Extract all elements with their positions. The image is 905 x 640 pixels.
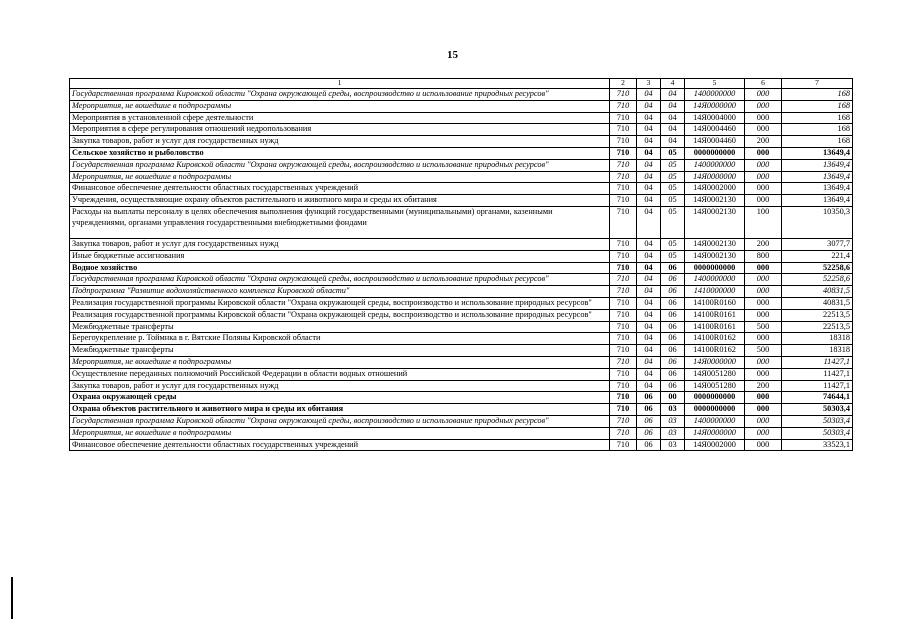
target-article-code: 14Я0002000 (685, 439, 745, 451)
column-header: 2 (610, 79, 637, 89)
dept-code: 710 (610, 171, 637, 183)
section-code: 04 (637, 356, 661, 368)
expense-type-code: 200 (745, 136, 782, 148)
column-header: 5 (685, 79, 745, 89)
target-article-code: 14Я0051280 (685, 380, 745, 392)
section-code: 04 (637, 309, 661, 321)
column-header: 4 (661, 79, 685, 89)
expense-type-code: 000 (745, 368, 782, 380)
subsection-code: 04 (661, 100, 685, 112)
section-code: 04 (637, 262, 661, 274)
subsection-code: 04 (661, 89, 685, 101)
expense-type-code: 000 (745, 159, 782, 171)
amount: 50303,4 (782, 415, 853, 427)
table-row (70, 309, 853, 321)
dept-code: 710 (610, 206, 637, 238)
target-article-code: 1400000000 (685, 274, 745, 286)
amount: 33523,1 (782, 439, 853, 451)
table-row (70, 238, 853, 250)
row-name: Охрана окружающей среды (70, 392, 610, 404)
section-code: 04 (637, 321, 661, 333)
margin-line (11, 577, 13, 619)
expense-type-code: 500 (745, 345, 782, 357)
subsection-code: 04 (661, 136, 685, 148)
amount: 11427,1 (782, 380, 853, 392)
amount: 168 (782, 112, 853, 124)
section-code: 04 (637, 297, 661, 309)
dept-code: 710 (610, 112, 637, 124)
dept-code: 710 (610, 404, 637, 416)
expense-type-code: 000 (745, 286, 782, 298)
row-name: Учреждения, осуществляющие охрану объектов растительного и животного мира и среды их обитания (70, 195, 610, 207)
section-code: 04 (637, 159, 661, 171)
section-code: 04 (637, 368, 661, 380)
target-article-code: 14Я0000000 (685, 171, 745, 183)
section-code: 04 (637, 100, 661, 112)
expense-type-code: 200 (745, 238, 782, 250)
amount: 168 (782, 136, 853, 148)
expense-type-code: 000 (745, 297, 782, 309)
dept-code: 710 (610, 297, 637, 309)
amount: 168 (782, 100, 853, 112)
table-row (70, 274, 853, 286)
table-row (70, 380, 853, 392)
table-row (70, 404, 853, 416)
amount: 74644,1 (782, 392, 853, 404)
target-article-code: 14Я0004460 (685, 136, 745, 148)
table-row (70, 171, 853, 183)
expense-type-code: 000 (745, 147, 782, 159)
amount: 13649,4 (782, 183, 853, 195)
amount: 50303,4 (782, 404, 853, 416)
target-article-code: 14Я0002130 (685, 238, 745, 250)
subsection-code: 06 (661, 333, 685, 345)
section-code: 06 (637, 392, 661, 404)
expense-type-code: 000 (745, 404, 782, 416)
table-row (70, 206, 853, 238)
expense-type-code: 000 (745, 415, 782, 427)
expense-type-code: 000 (745, 124, 782, 136)
section-code: 04 (637, 206, 661, 238)
section-code: 06 (637, 404, 661, 416)
target-article-code: 14Я0002130 (685, 206, 745, 238)
section-code: 04 (637, 274, 661, 286)
expense-type-code: 200 (745, 380, 782, 392)
expense-type-code: 000 (745, 171, 782, 183)
row-name: Берегоукрепление р. Тоймнка в г. Вятские Поляны Кировской области (70, 333, 610, 345)
target-article-code: 14100R0161 (685, 309, 745, 321)
subsection-code: 06 (661, 368, 685, 380)
table-row (70, 356, 853, 368)
row-name: Мероприятия, не вошедшие в подпрограммы (70, 171, 610, 183)
table-row (70, 333, 853, 345)
amount: 11427,1 (782, 356, 853, 368)
expense-type-code: 000 (745, 356, 782, 368)
table-row (70, 136, 853, 148)
row-name: Мероприятия, не вошедшие в подпрограммы (70, 427, 610, 439)
target-article-code: 1410000000 (685, 286, 745, 298)
amount: 52258,6 (782, 274, 853, 286)
row-name: Закупка товаров, работ и услуг для государственных нужд (70, 380, 610, 392)
table-row (70, 124, 853, 136)
column-header: 6 (745, 79, 782, 89)
row-name: Государственная программа Кировской области "Охрана окружающей среды, воспроизводство и использование природных ресурсов" (70, 89, 610, 101)
target-article-code: 14Я0004460 (685, 124, 745, 136)
table-row (70, 297, 853, 309)
table-header (70, 79, 853, 89)
target-article-code: 14100R0161 (685, 321, 745, 333)
expense-type-code: 000 (745, 439, 782, 451)
table-row (70, 195, 853, 207)
subsection-code: 04 (661, 112, 685, 124)
subsection-code: 05 (661, 206, 685, 238)
table-row (70, 286, 853, 298)
expense-type-code: 000 (745, 112, 782, 124)
row-name: Подпрограмма "Развитие водохозяйственного комплекса Кировской области" (70, 286, 610, 298)
target-article-code: 0000000000 (685, 147, 745, 159)
amount: 50303,4 (782, 427, 853, 439)
subsection-code: 05 (661, 195, 685, 207)
table-row (70, 439, 853, 451)
subsection-code: 06 (661, 345, 685, 357)
amount: 221,4 (782, 250, 853, 262)
amount: 22513,5 (782, 321, 853, 333)
target-article-code: 14100R0162 (685, 333, 745, 345)
amount: 13649,4 (782, 159, 853, 171)
dept-code: 710 (610, 309, 637, 321)
expense-type-code: 800 (745, 250, 782, 262)
amount: 11427,1 (782, 368, 853, 380)
table-body (70, 89, 853, 451)
table-row (70, 159, 853, 171)
subsection-code: 03 (661, 404, 685, 416)
expense-type-code: 000 (745, 100, 782, 112)
subsection-code: 06 (661, 286, 685, 298)
table-row (70, 100, 853, 112)
target-article-code: 1400000000 (685, 159, 745, 171)
target-article-code: 14100R0160 (685, 297, 745, 309)
dept-code: 710 (610, 195, 637, 207)
column-number-row (70, 79, 853, 89)
expense-type-code: 000 (745, 195, 782, 207)
target-article-code: 0000000000 (685, 404, 745, 416)
row-name: Охрана объектов растительного и животного мира и среды их обитания (70, 404, 610, 416)
dept-code: 710 (610, 427, 637, 439)
section-code: 04 (637, 250, 661, 262)
expense-type-code: 000 (745, 392, 782, 404)
dept-code: 710 (610, 136, 637, 148)
section-code: 04 (637, 380, 661, 392)
target-article-code: 0000000000 (685, 392, 745, 404)
amount: 18318 (782, 345, 853, 357)
row-name: Осуществление переданных полномочий Российской Федерации в области водных отношений (70, 368, 610, 380)
column-header: 3 (637, 79, 661, 89)
dept-code: 710 (610, 250, 637, 262)
subsection-code: 06 (661, 380, 685, 392)
dept-code: 710 (610, 159, 637, 171)
row-name: Межбюджетные трансферты (70, 345, 610, 357)
subsection-code: 00 (661, 392, 685, 404)
subsection-code: 04 (661, 124, 685, 136)
row-name: Закупка товаров, работ и услуг для государственных нужд (70, 238, 610, 250)
row-name: Мероприятия в установленной сфере деятельности (70, 112, 610, 124)
row-name: Водное хозяйство (70, 262, 610, 274)
column-header: 1 (70, 79, 610, 89)
amount: 40831,5 (782, 297, 853, 309)
section-code: 06 (637, 415, 661, 427)
subsection-code: 06 (661, 309, 685, 321)
dept-code: 710 (610, 262, 637, 274)
dept-code: 710 (610, 392, 637, 404)
dept-code: 710 (610, 147, 637, 159)
amount: 10350,3 (782, 206, 853, 238)
table-row (70, 415, 853, 427)
target-article-code: 14Я0002130 (685, 195, 745, 207)
subsection-code: 05 (661, 171, 685, 183)
table-row (70, 262, 853, 274)
amount: 13649,4 (782, 195, 853, 207)
section-code: 04 (637, 345, 661, 357)
budget-table (69, 78, 853, 451)
amount: 40831,5 (782, 286, 853, 298)
section-code: 04 (637, 124, 661, 136)
section-code: 04 (637, 286, 661, 298)
table-row (70, 147, 853, 159)
row-name: Мероприятия, не вошедшие в подпрограммы (70, 100, 610, 112)
column-header: 7 (782, 79, 853, 89)
section-code: 06 (637, 439, 661, 451)
dept-code: 710 (610, 286, 637, 298)
table-row (70, 112, 853, 124)
table-row (70, 392, 853, 404)
subsection-code: 05 (661, 183, 685, 195)
subsection-code: 05 (661, 159, 685, 171)
dept-code: 710 (610, 439, 637, 451)
row-name: Мероприятия, не вошедшие в подпрограммы (70, 356, 610, 368)
section-code: 04 (637, 147, 661, 159)
row-name: Сельское хозяйство и рыболовство (70, 147, 610, 159)
dept-code: 710 (610, 380, 637, 392)
dept-code: 710 (610, 183, 637, 195)
amount: 52258,6 (782, 262, 853, 274)
target-article-code: 1400000000 (685, 89, 745, 101)
section-code: 04 (637, 171, 661, 183)
row-name: Иные бюджетные ассигнования (70, 250, 610, 262)
expense-type-code: 000 (745, 274, 782, 286)
row-name: Государственная программа Кировской области "Охрана окружающей среды, воспроизводство и использование природных ресурсов" (70, 274, 610, 286)
amount: 3077,7 (782, 238, 853, 250)
row-name: Финансовое обеспечение деятельности областных государственных учреждений (70, 439, 610, 451)
dept-code: 710 (610, 368, 637, 380)
section-code: 04 (637, 333, 661, 345)
subsection-code: 03 (661, 415, 685, 427)
table-row (70, 183, 853, 195)
subsection-code: 03 (661, 427, 685, 439)
target-article-code: 1400000000 (685, 415, 745, 427)
row-name: Государственная программа Кировской области "Охрана окружающей среды, воспроизводство и использование природных ресурсов" (70, 415, 610, 427)
table-row (70, 427, 853, 439)
subsection-code: 06 (661, 356, 685, 368)
subsection-code: 06 (661, 262, 685, 274)
table-row (70, 368, 853, 380)
target-article-code: 14Я0002000 (685, 183, 745, 195)
expense-type-code: 000 (745, 262, 782, 274)
target-article-code: 14Я0000000 (685, 100, 745, 112)
section-code: 04 (637, 136, 661, 148)
table-row (70, 250, 853, 262)
dept-code: 710 (610, 124, 637, 136)
row-name: Финансовое обеспечение деятельности областных государственных учреждений (70, 183, 610, 195)
subsection-code: 05 (661, 147, 685, 159)
subsection-code: 06 (661, 297, 685, 309)
dept-code: 710 (610, 89, 637, 101)
amount: 18318 (782, 333, 853, 345)
row-name: Межбюджетные трансферты (70, 321, 610, 333)
section-code: 04 (637, 112, 661, 124)
expense-type-code: 100 (745, 206, 782, 238)
target-article-code: 14Я0004000 (685, 112, 745, 124)
table-row (70, 89, 853, 101)
amount: 22513,5 (782, 309, 853, 321)
target-article-code: 14Я0002130 (685, 250, 745, 262)
subsection-code: 06 (661, 321, 685, 333)
expense-type-code: 000 (745, 89, 782, 101)
table-row (70, 321, 853, 333)
section-code: 06 (637, 427, 661, 439)
subsection-code: 03 (661, 439, 685, 451)
dept-code: 710 (610, 345, 637, 357)
subsection-code: 05 (661, 250, 685, 262)
section-code: 04 (637, 195, 661, 207)
section-code: 04 (637, 238, 661, 250)
row-name: Государственная программа Кировской области "Охрана окружающей среды, воспроизводство и использование природных ресурсов" (70, 159, 610, 171)
target-article-code: 0000000000 (685, 262, 745, 274)
subsection-code: 06 (661, 274, 685, 286)
expense-type-code: 000 (745, 309, 782, 321)
amount: 13649,4 (782, 171, 853, 183)
dept-code: 710 (610, 415, 637, 427)
expense-type-code: 500 (745, 321, 782, 333)
amount: 168 (782, 89, 853, 101)
target-article-code: 14100R0162 (685, 345, 745, 357)
row-name: Реализация государственной программы Кировской области "Охрана окружающей среды, воспроизводство и использование природных ресурсов" (70, 297, 610, 309)
target-article-code: 14Я0000000 (685, 356, 745, 368)
row-name: Реализация государственной программы Кировской области "Охрана окружающей среды, воспроизводство и использование природных ресурсов" (70, 309, 610, 321)
row-name: Расходы на выплаты персоналу в целях обеспечения выполнения функций государственными (муниципальными) органами, казенными учреждениями, органами управления государственными внебюджетными фондами (70, 206, 610, 238)
section-code: 04 (637, 183, 661, 195)
expense-type-code: 000 (745, 183, 782, 195)
table-row (70, 345, 853, 357)
row-name: Мероприятия в сфере регулирования отношений недропользования (70, 124, 610, 136)
dept-code: 710 (610, 333, 637, 345)
section-code: 04 (637, 89, 661, 101)
expense-type-code: 000 (745, 333, 782, 345)
row-name: Закупка товаров, работ и услуг для государственных нужд (70, 136, 610, 148)
dept-code: 710 (610, 321, 637, 333)
target-article-code: 14Я0051280 (685, 368, 745, 380)
page-number: 15 (447, 49, 458, 61)
amount: 13649,4 (782, 147, 853, 159)
target-article-code: 14Я0000000 (685, 427, 745, 439)
dept-code: 710 (610, 238, 637, 250)
amount: 168 (782, 124, 853, 136)
expense-type-code: 000 (745, 427, 782, 439)
dept-code: 710 (610, 274, 637, 286)
dept-code: 710 (610, 100, 637, 112)
subsection-code: 05 (661, 238, 685, 250)
dept-code: 710 (610, 356, 637, 368)
